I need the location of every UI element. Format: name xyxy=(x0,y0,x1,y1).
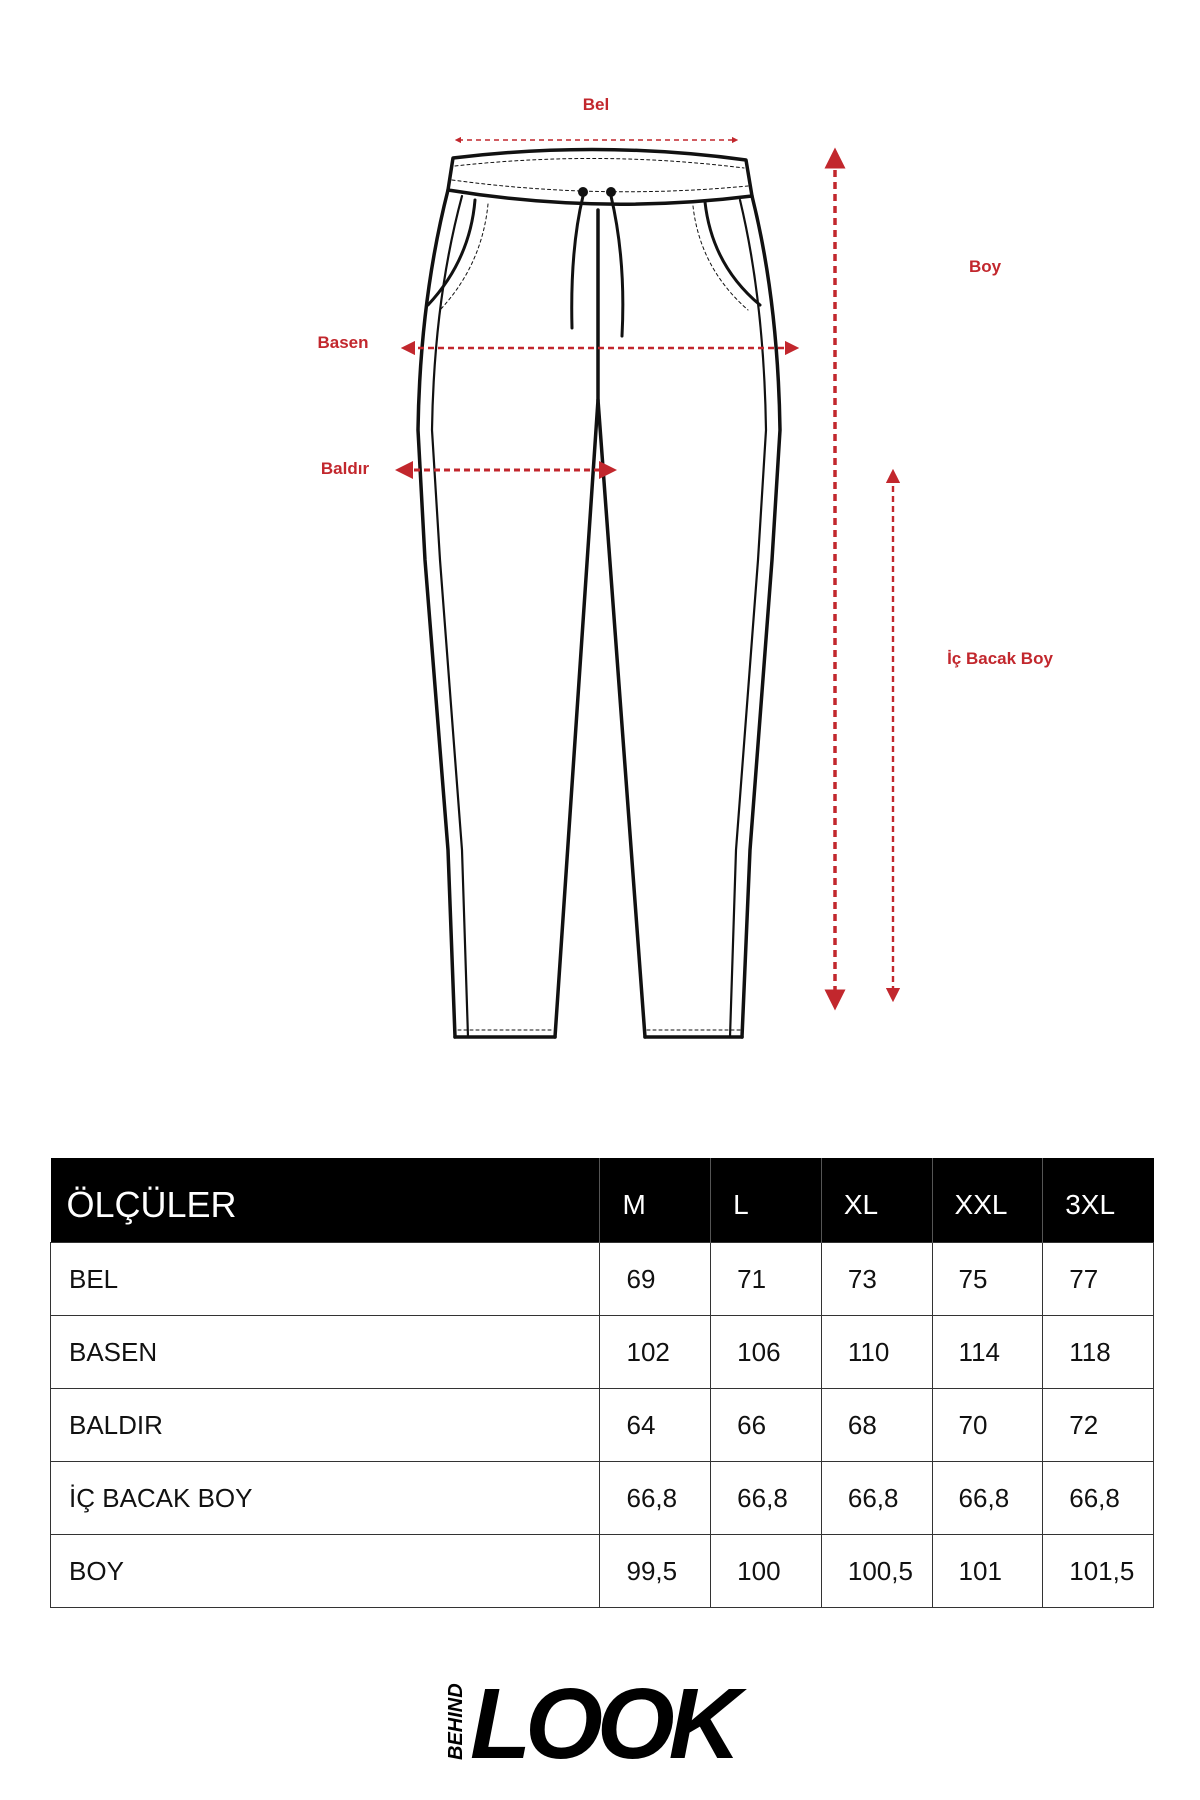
row-label: BOY xyxy=(51,1535,600,1608)
table-cell: 114 xyxy=(932,1316,1043,1389)
table-cell: 64 xyxy=(600,1389,711,1462)
table-cell: 68 xyxy=(821,1389,932,1462)
table-cell: 66,8 xyxy=(932,1462,1043,1535)
label-basen: Basen xyxy=(317,333,369,352)
label-bel: Bel xyxy=(582,95,610,114)
table-title: ÖLÇÜLER xyxy=(51,1158,600,1243)
table-cell: 100 xyxy=(711,1535,822,1608)
table-cell: 101,5 xyxy=(1043,1535,1154,1608)
table-cell: 70 xyxy=(932,1389,1043,1462)
table-row xyxy=(51,1535,1154,1608)
table-cell: 66 xyxy=(711,1389,822,1462)
row-label: BEL xyxy=(51,1243,600,1316)
table-row xyxy=(51,1243,1154,1316)
size-chart-table xyxy=(50,1158,1154,1608)
size-header: L xyxy=(711,1158,822,1243)
waistband xyxy=(448,149,752,204)
table-cell: 66,8 xyxy=(1043,1462,1154,1535)
logo-main-text: LOOK xyxy=(470,1668,735,1770)
table-cell: 101 xyxy=(932,1535,1043,1608)
table-cell: 102 xyxy=(600,1316,711,1389)
table-cell: 106 xyxy=(711,1316,822,1389)
row-label: BALDIR xyxy=(51,1389,600,1462)
table-cell: 69 xyxy=(600,1243,711,1316)
label-boy: Boy xyxy=(968,257,1002,276)
table-cell: 100,5 xyxy=(821,1535,932,1608)
table-cell: 77 xyxy=(1043,1243,1154,1316)
table-cell: 66,8 xyxy=(600,1462,711,1535)
table-cell: 73 xyxy=(821,1243,932,1316)
table-cell: 66,8 xyxy=(821,1462,932,1535)
row-label: BASEN xyxy=(51,1316,600,1389)
table-row xyxy=(51,1462,1154,1535)
row-label: İÇ BACAK BOY xyxy=(51,1462,600,1535)
measurement-arrows xyxy=(404,140,893,1000)
label-baldir: Baldır xyxy=(320,459,370,478)
table-cell: 66,8 xyxy=(711,1462,822,1535)
size-header: XL xyxy=(821,1158,932,1243)
pants-outline xyxy=(418,149,780,1037)
inseam xyxy=(555,210,598,1037)
table-row xyxy=(51,1316,1154,1389)
table-cell: 99,5 xyxy=(600,1535,711,1608)
brand-logo xyxy=(440,1660,770,1770)
table-cell: 118 xyxy=(1043,1316,1154,1389)
table-cell: 75 xyxy=(932,1243,1043,1316)
table-cell: 110 xyxy=(821,1316,932,1389)
label-ic-bacak-boy: İç Bacak Boy xyxy=(947,649,1053,668)
size-header: M xyxy=(600,1158,711,1243)
size-header: XXL xyxy=(932,1158,1043,1243)
logo-small-text: BEHIND xyxy=(445,1683,467,1760)
table-cell: 72 xyxy=(1043,1389,1154,1462)
table-cell: 71 xyxy=(711,1243,822,1316)
table-header-row xyxy=(51,1158,1154,1243)
table-row xyxy=(51,1389,1154,1462)
size-header: 3XL xyxy=(1043,1158,1154,1243)
left-outer-seam xyxy=(418,190,455,1037)
